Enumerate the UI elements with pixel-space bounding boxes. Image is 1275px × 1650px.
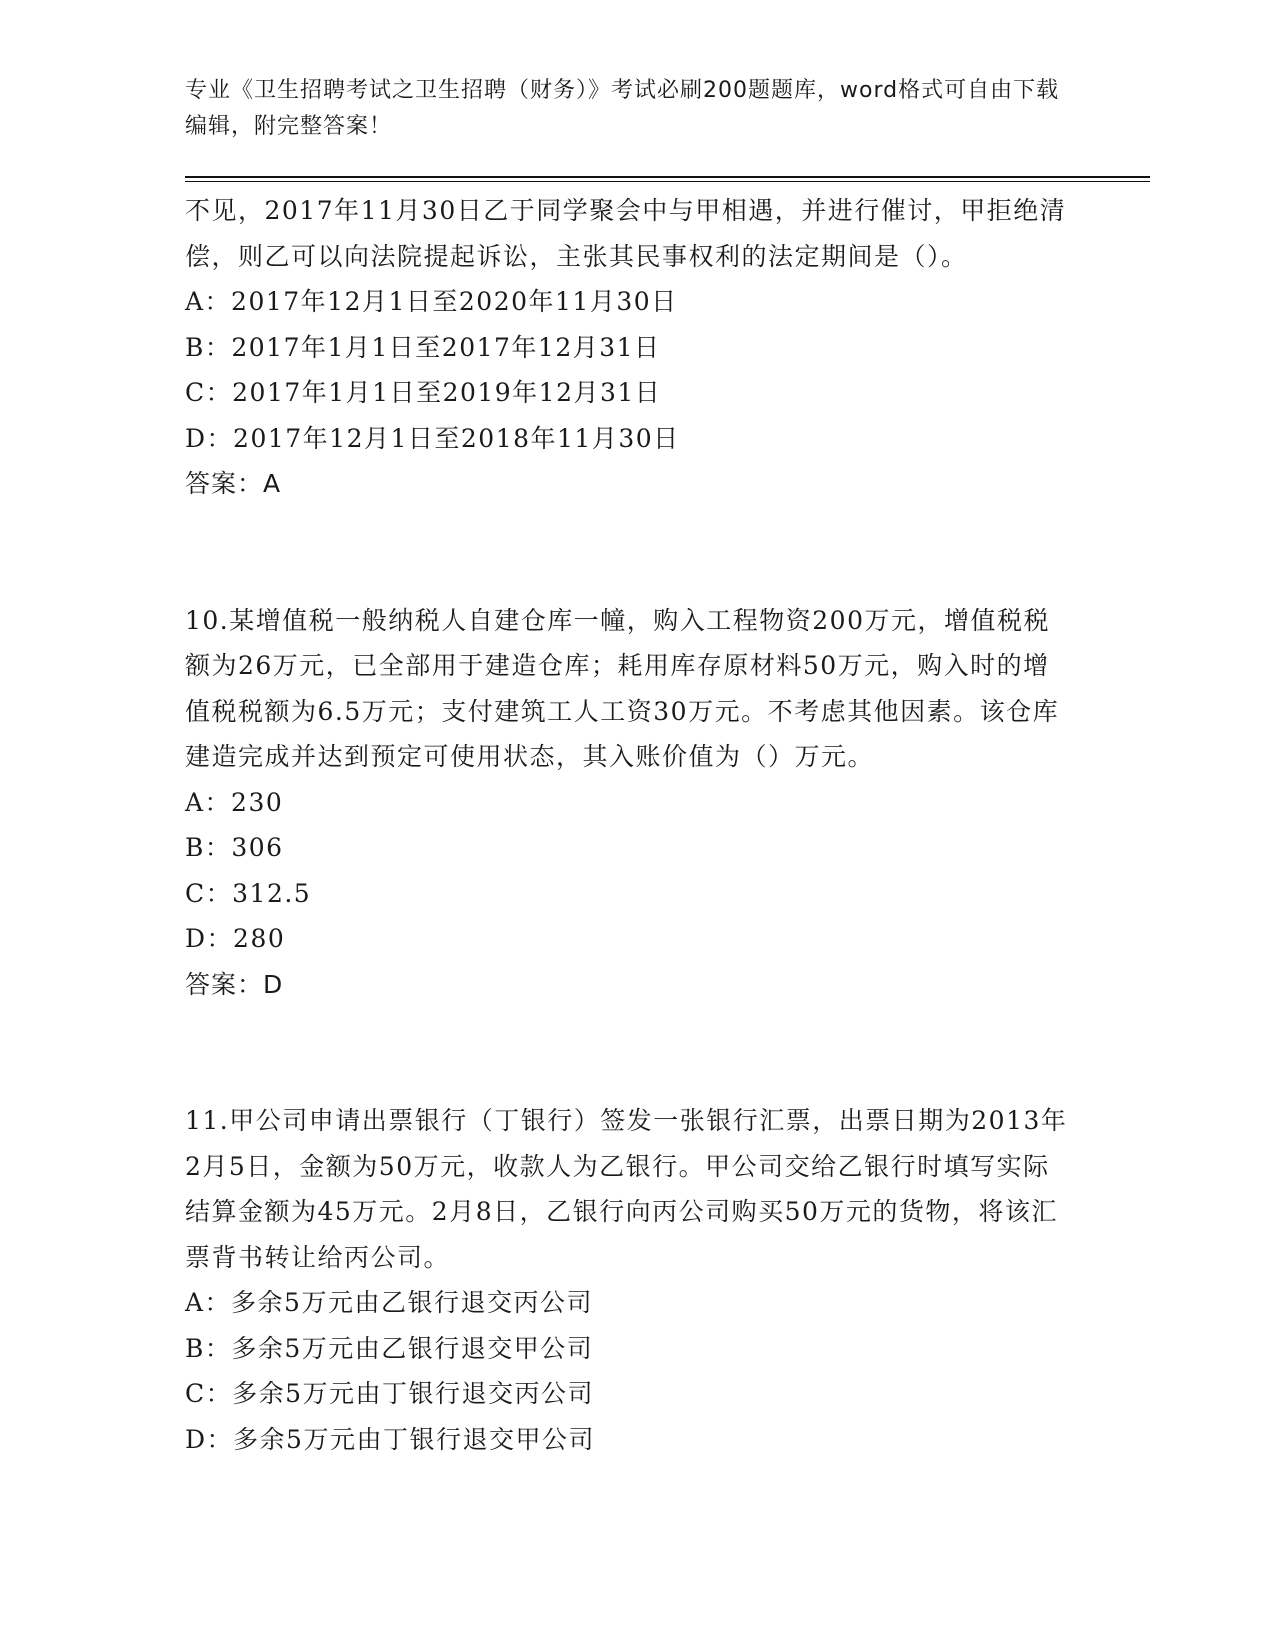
document-header: 专业《卫生招聘考试之卫生招聘（财务）》考试必刷200题题库，word格式可自由下载编辑，附完整答案！ bbox=[185, 78, 1060, 139]
header-divider-thick bbox=[185, 176, 1150, 178]
question-10 bbox=[185, 598, 1075, 1008]
option-a: A：多余5万元由乙银行退交丙公司 bbox=[185, 1288, 593, 1317]
spacer bbox=[185, 507, 1075, 598]
question-9 bbox=[185, 188, 1075, 507]
question-stem: 不见，2017年11月30日乙于同学聚会中与甲相遇，并进行催讨，甲拒绝清偿，则乙可以向法院提起诉讼，主张其民事权利的法定期间是（）。 bbox=[185, 196, 1067, 271]
question-stem: 10.某增值税一般纳税人自建仓库一幢，购入工程物资200万元，增值税税额为26万元，已全部用于建造仓库；耗用库存原材料50万元，购入时的增值税税额为6.5万元；支付建筑工人工资30万元。不考虑其他因素。该仓库建造完成并达到预定可使用状态，其入账价值为（）万元。 bbox=[185, 605, 1060, 771]
header-divider-thin bbox=[185, 181, 1150, 182]
question-stem: 11.甲公司申请出票银行（丁银行）签发一张银行汇票，出票日期为2013年2月5日，金额为50万元，收款人为乙银行。甲公司交给乙银行时填写实际结算金额为45万元。2月8日，乙银行向丙公司购买50万元的货物，将该汇票背书转让给丙公司。 bbox=[185, 1106, 1068, 1272]
answer-label: 答案：D bbox=[185, 969, 284, 999]
option-d: D：280 bbox=[185, 924, 286, 953]
question-11 bbox=[185, 1098, 1075, 1462]
option-a: A：2017年12月1日至2020年11月30日 bbox=[185, 287, 678, 316]
option-d: D：2017年12月1日至2018年11月30日 bbox=[185, 423, 680, 453]
option-a: A：230 bbox=[185, 787, 284, 817]
option-d: D：多余5万元由丁银行退交甲公司 bbox=[185, 1424, 595, 1454]
spacer bbox=[185, 1007, 1075, 1098]
option-c: C：多余5万元由丁银行退交丙公司 bbox=[185, 1379, 595, 1408]
option-b: B：2017年1月1日至2017年12月31日 bbox=[185, 332, 661, 362]
option-b: B：多余5万元由乙银行退交甲公司 bbox=[185, 1333, 594, 1363]
option-c: C：312.5 bbox=[185, 878, 312, 908]
option-b: B：306 bbox=[185, 833, 284, 862]
document-body bbox=[185, 188, 1075, 1462]
answer-label: 答案：A bbox=[185, 469, 282, 498]
option-c: C：2017年1月1日至2019年12月31日 bbox=[185, 378, 662, 407]
